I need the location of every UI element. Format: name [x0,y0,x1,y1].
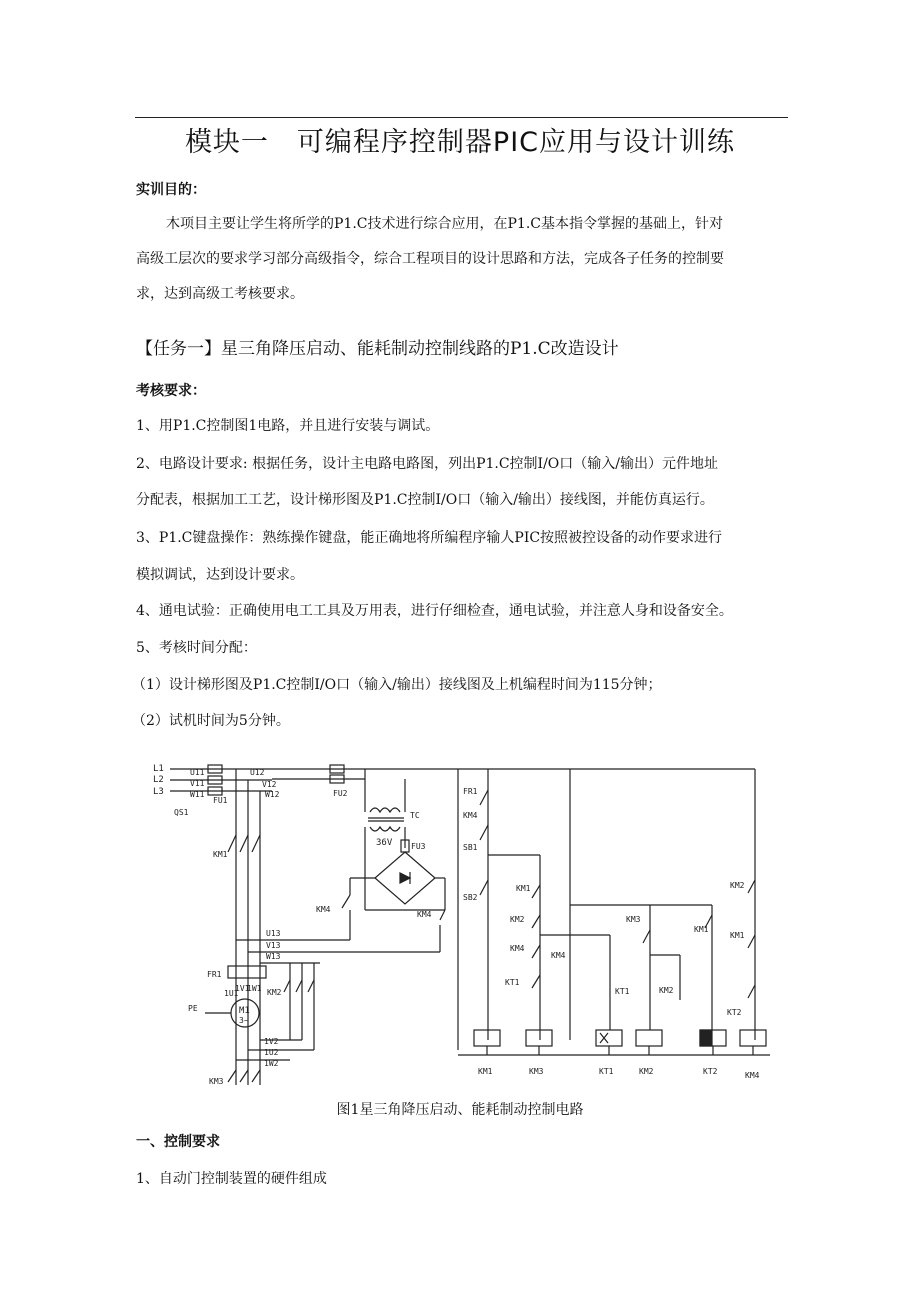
coil-label-6: KM4 [745,1071,760,1080]
label-TC: TC [410,811,420,820]
assessment-line-2: 2、电路设计要求: 根据任务，设计主电路电路图，列出P1.C控制I/O口（输入/输出）元件地址 [136,456,719,472]
coil-label-4: KM2 [639,1067,654,1076]
label-L3: L3 [153,787,164,797]
label-QS1: QS1 [174,808,189,817]
assessment-line-6: 4、通电试验：正确使用电工工具及万用表，进行仔细检查，通电试验，并注意人身和设备安全。 [136,603,733,619]
label-c-KT2: KT2 [727,1008,742,1017]
label-FR1: FR1 [207,970,222,979]
label-1V1: 1V1 [235,984,250,993]
label-V12: V12 [262,780,277,789]
objective-line-1: 木项目主要让学生将所学的P1.C技术进行综合应用，在P1.C基本指令掌握的基础上，针对 [166,216,723,232]
assessment-line-3: 分配表，根据加工工艺，设计梯形图及P1.C控制I/O口（输入/输出）接线图，并能仿真运行。 [136,492,714,508]
label-c-KT1: KT1 [505,978,520,987]
section1-heading: 一、控制要求 [136,1134,220,1150]
label-FU1: FU1 [213,796,228,805]
label-KM1: KM1 [213,850,228,859]
assessment-line-5: 模拟调试，达到设计要求。 [136,567,304,583]
page-title: 模块一 可编程序控制器PIC应用与设计训练 [184,127,736,158]
coil-label-5: KT2 [703,1067,718,1076]
label-1W1: 1W1 [247,984,262,993]
assessment-heading: 考核要求： [136,383,206,399]
label-W11: W11 [190,790,205,799]
label-36V: 36V [376,838,393,848]
coil-label-1: KM1 [478,1067,493,1076]
label-1V2: 1V2 [264,1037,279,1046]
label-U13: U13 [266,929,281,938]
label-1U1: 1U1 [224,989,239,998]
label-c-KM4-c: KM4 [551,951,566,960]
label-U11: U11 [190,768,205,777]
label-c-KM4-b: KM4 [510,944,525,953]
label-FU2: FU2 [333,789,348,798]
objective-line-2: 高级工层次的要求学习部分高级指令，综合工程项目的设计思路和方法，完成各子任务的控制要 [136,251,724,267]
label-W13: W13 [266,952,281,961]
label-M1: M1 [239,1006,250,1016]
task-title: 【任务一】星三角降压启动、能耗制动控制线路的P1.C改造设计 [136,339,619,359]
section1-line: 1、自动门控制装置的硬件组成 [136,1171,327,1187]
label-KM4-b: KM4 [417,910,432,919]
label-V11: V11 [190,779,205,788]
label-KM4-a: KM4 [316,905,331,914]
label-V13: V13 [266,941,281,950]
label-c-FR1: FR1 [463,787,478,796]
label-c-KM2-b: KM2 [659,986,674,995]
assessment-line-4: 3、P1.C键盘操作：熟练操作键盘，能正确地将所编程序输人PIC按照被控设备的动作要求进行 [136,530,723,546]
objective-heading: 实训目的： [136,182,206,198]
assessment-line-1: 1、用P1.C控制图1电路，并且进行安装与调试。 [136,418,440,434]
figure-caption: 图1星三角降压启动、能耗制动控制电路 [336,1102,584,1118]
label-PE: PE [188,1004,198,1013]
assessment-line-8: （1）设计梯形图及P1.C控制I/O口（输入/输出）接线图及上机编程时间为115分钟； [132,677,662,693]
label-c-KM1: KM1 [516,884,531,893]
label-c-KM2-c: KM2 [730,881,745,890]
assessment-line-7: 5、考核时间分配： [136,640,257,656]
label-c-KM2: KM2 [510,915,525,924]
label-KM3: KM3 [209,1077,224,1086]
label-FU3: FU3 [411,842,426,851]
label-L2: L2 [153,775,164,785]
label-c-KT1-b: KT1 [615,987,630,996]
label-c-KM3: KM3 [626,915,641,924]
label-M1-sub: 3~ [239,1016,249,1025]
label-c-KM1-b: KM1 [694,925,709,934]
label-c-KM1-c: KM1 [730,931,745,940]
label-c-SB1: SB1 [463,843,478,852]
label-U12: U12 [250,768,265,777]
coil-label-2: KM3 [529,1067,544,1076]
assessment-line-9: （2）试机时间为5分钟。 [132,713,290,729]
label-KM2: KM2 [267,988,282,997]
label-c-SB2: SB2 [463,893,478,902]
label-L1: L1 [153,764,164,774]
label-W12: W12 [265,790,280,799]
coil-label-3: KT1 [599,1067,614,1076]
objective-line-3: 求，达到高级工考核要求。 [136,286,304,302]
label-1U2: 1U2 [264,1048,279,1057]
label-1W2: 1W2 [264,1059,279,1068]
label-c-KM4: KM4 [463,811,478,820]
